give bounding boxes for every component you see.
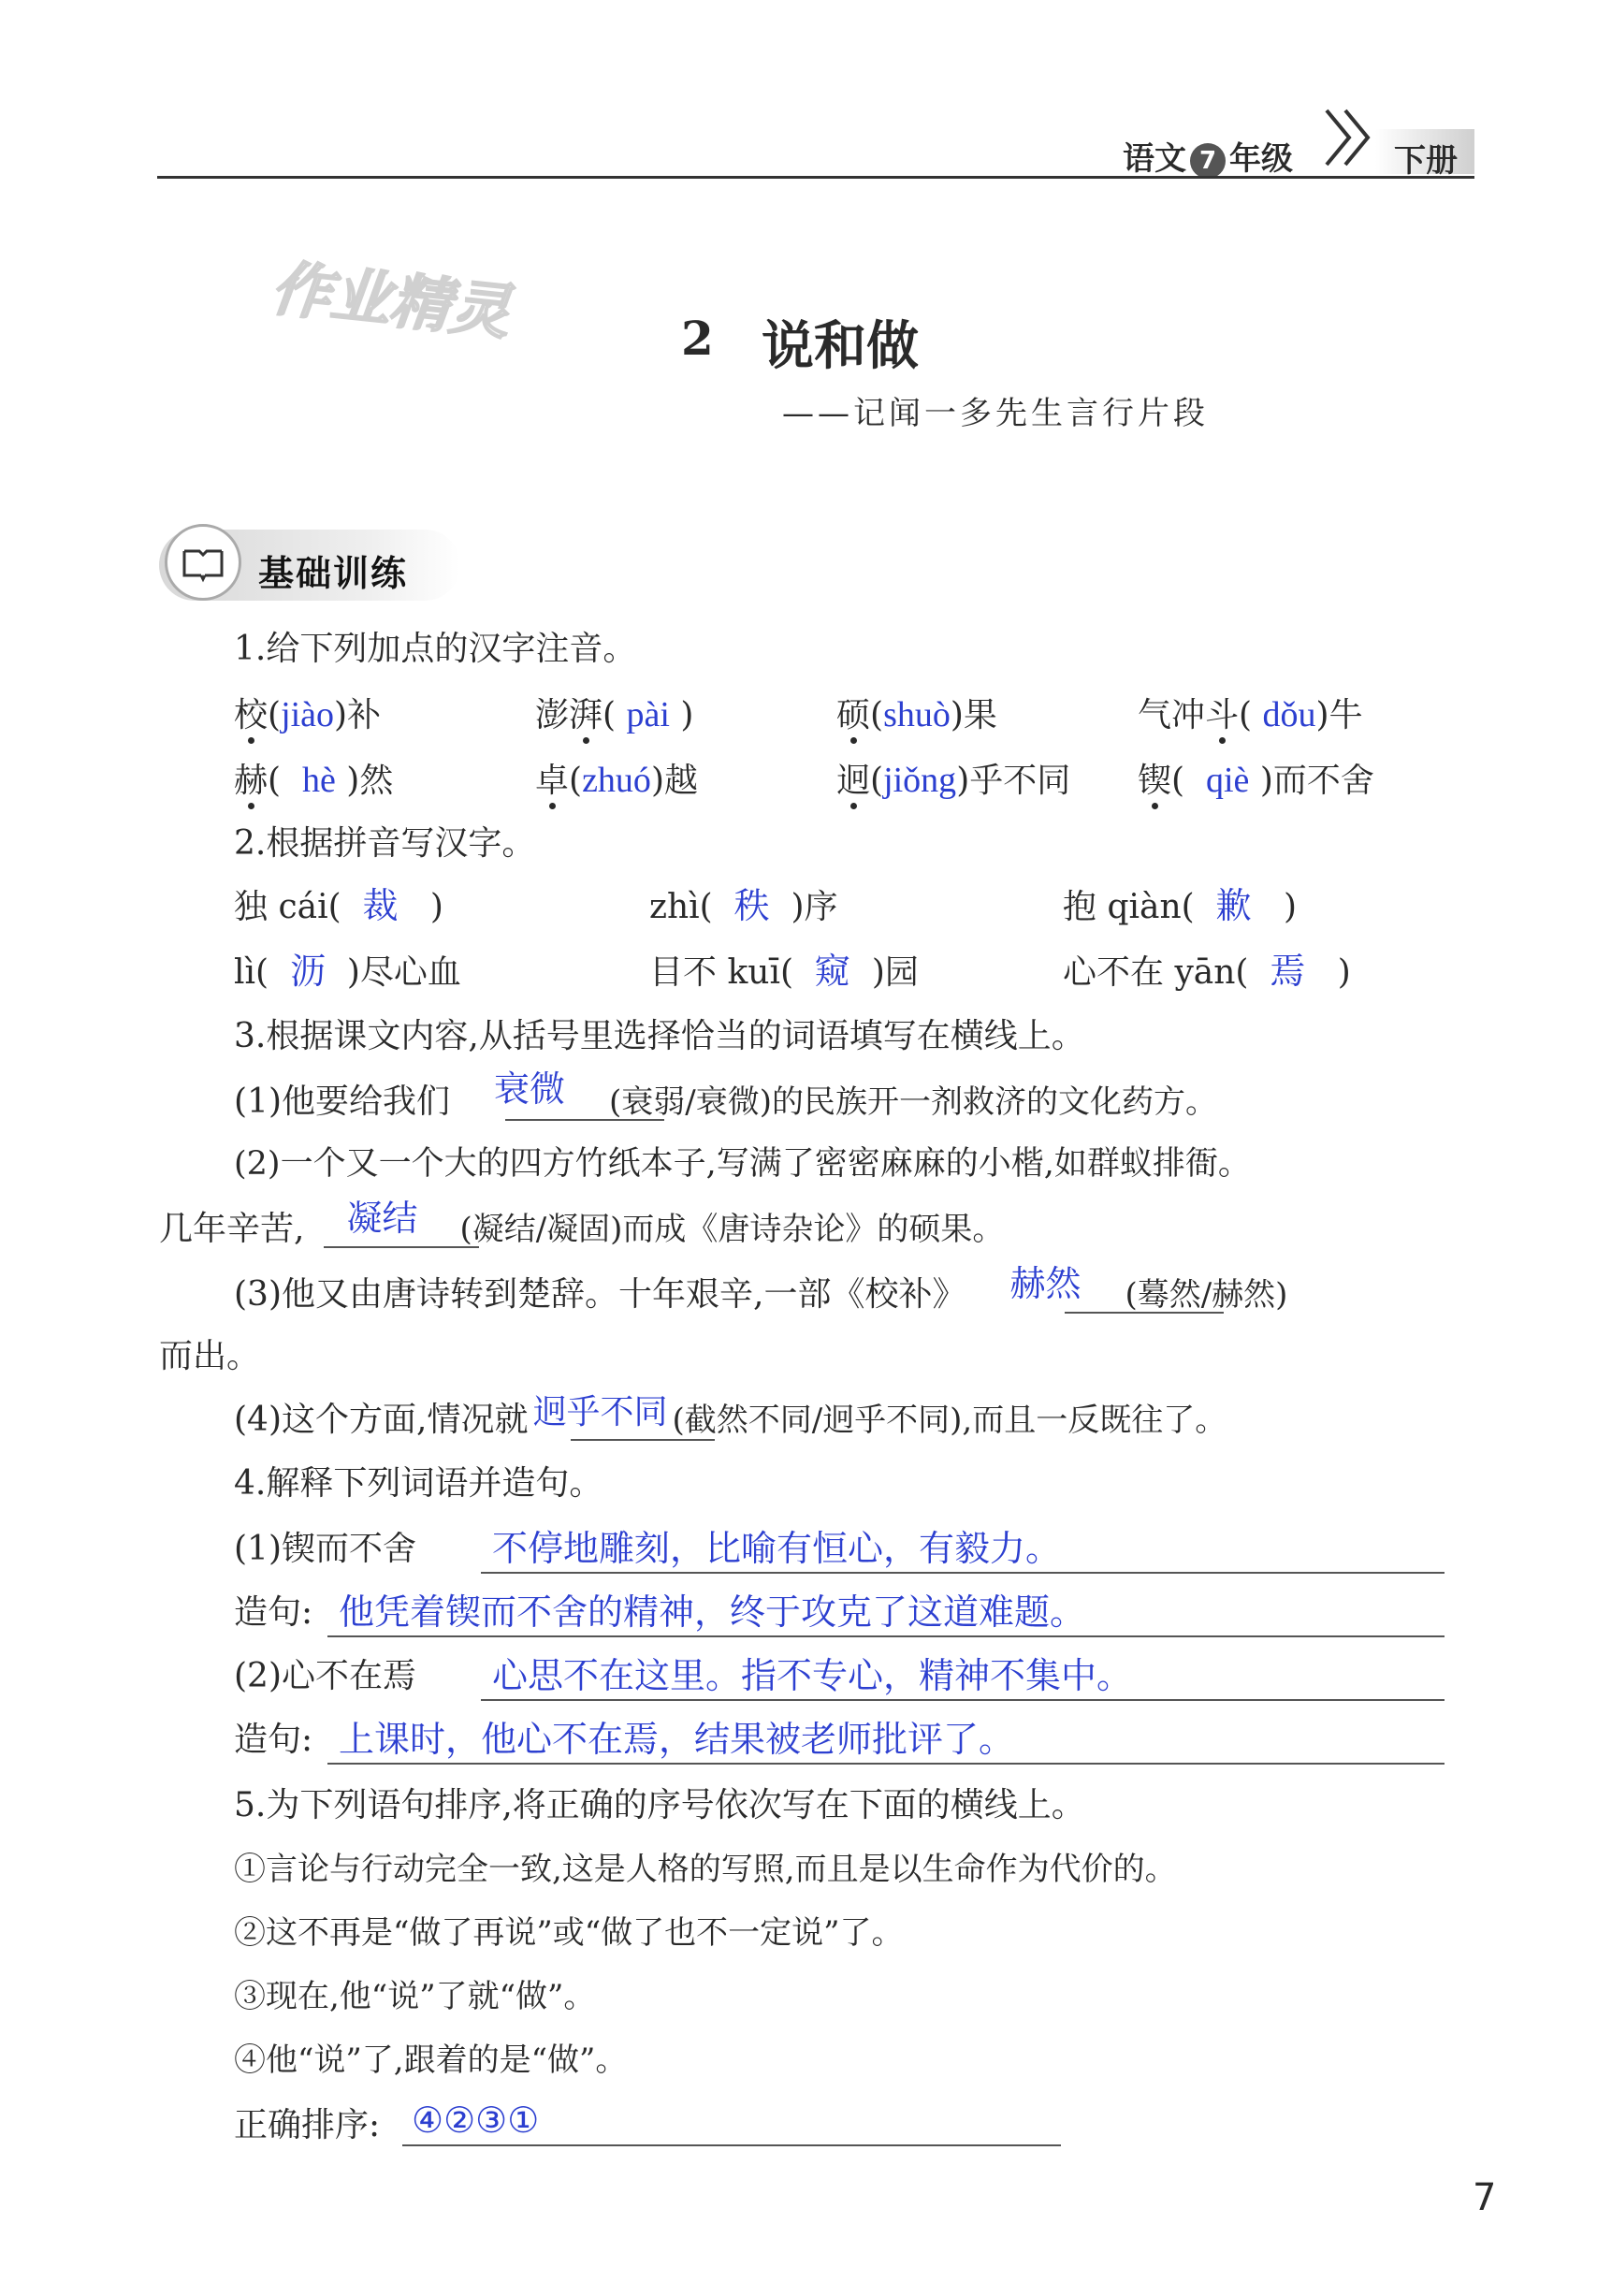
char-text: 气冲: [1138, 696, 1206, 734]
q4-sentence-1-label: 造句:: [234, 1593, 313, 1632]
lesson-subtitle: ——记闻一多先生言行片段: [782, 395, 1209, 432]
pinyin-prompt: 目不 kuī(: [649, 953, 794, 992]
char-answer: 焉: [1270, 951, 1306, 992]
q5-item-3: ③现在,他“说”了就“做”。: [234, 1978, 596, 2015]
dotted-char: 湃: [569, 696, 603, 734]
q2-item: [234, 885, 443, 928]
answer-underline: [505, 1119, 664, 1121]
q1-prompt: 1.给下列加点的汉字注音。: [234, 630, 637, 668]
page-number: 7: [1473, 2176, 1497, 2219]
q3-sentence-1: [234, 1068, 1217, 1123]
q3-sentence-4: [234, 1393, 1227, 1441]
char-text: )尽心血: [346, 953, 461, 992]
dotted-char: 卓: [535, 762, 570, 800]
subject-label: 语文: [1123, 140, 1186, 178]
fill-answer: 凝结: [346, 1198, 418, 1239]
answer-underline: [481, 1572, 1445, 1574]
q1-item: 气冲斗( dǒu)牛: [1138, 695, 1363, 734]
q3-sentence-3b: 而出。: [159, 1337, 261, 1375]
q4-word-2-label: (2)心不在焉: [234, 1657, 416, 1695]
pinyin-answer: zhuó: [582, 761, 651, 800]
char-answer: 沥: [289, 951, 326, 992]
answer-underline: [327, 1635, 1445, 1637]
dotted-char: 锲: [1138, 762, 1172, 800]
pinyin-prompt: zhì(: [649, 888, 713, 926]
char-answer: 窥: [814, 951, 850, 992]
char-text: 牛: [1328, 696, 1363, 734]
q5-item-2: ②这不再是“做了再说”或“做了也不一定说”了。: [234, 1914, 904, 1952]
q1-item: 校(jiào)补: [234, 695, 382, 734]
q4-sentence-2-answer: 上课时，他心不在焉，结果被老师批评了。: [339, 1719, 1015, 1760]
q1-item: 硕(shuò)果: [836, 695, 997, 734]
pinyin-prompt: 抱 qiàn(: [1063, 888, 1195, 926]
pinyin-prompt: 心不在 yān(: [1063, 953, 1249, 992]
answer-underline: [1065, 1312, 1224, 1314]
char-text: )序: [791, 888, 838, 926]
q4-sentence-1-answer: 他凭着锲而不舍的精神，终于攻克了这道难题。: [339, 1591, 1086, 1633]
pinyin-prompt: 独 cái(: [234, 888, 341, 926]
q3-sentence-2b: [159, 1198, 1005, 1250]
char-text: 越: [663, 762, 698, 800]
q1-item: 锲( qiè )而不舍: [1138, 761, 1374, 800]
char-text: 然: [359, 762, 394, 800]
fill-answer: 赫然: [1009, 1263, 1082, 1304]
pinyin-answer: jiào: [281, 695, 335, 734]
q1-item: 澎湃( pài ): [535, 695, 694, 734]
sentence-text: (蓦然/赫然): [1125, 1276, 1288, 1314]
q4-word-1-label: (1)锲而不舍: [234, 1530, 416, 1568]
sentence-text: (衰弱/衰微)的民族开一剂救济的文化药方。: [609, 1083, 1217, 1121]
grade-label: 年级: [1229, 140, 1293, 178]
char-text: ): [1337, 953, 1351, 992]
book-icon: [165, 524, 241, 601]
pinyin-answer: dǒu: [1262, 695, 1316, 734]
sentence-text: (凝结/凝固)而成《唐诗杂论》的硕果。: [459, 1211, 1005, 1248]
q4-word-2-answer: 心思不在这里。指不专心，精神不集中。: [492, 1655, 1133, 1696]
header-volume: 下册: [1394, 142, 1458, 180]
char-text: ): [1283, 888, 1297, 926]
chevron-double-icon: [1321, 105, 1377, 174]
q4-word-1-answer: 不停地雕刻，比喻有恒心，有毅力。: [492, 1528, 1062, 1569]
dotted-char: 硕: [836, 696, 871, 734]
section-title: 基础训练: [258, 553, 409, 594]
char-text: 果: [963, 696, 997, 734]
q4-sentence-2-label: 造句:: [234, 1721, 313, 1759]
char-answer: 秩: [733, 885, 770, 926]
char-text: 澎: [535, 696, 570, 734]
answer-underline: [571, 1439, 715, 1441]
q2-item: [234, 951, 461, 994]
q2-item: [1063, 885, 1297, 928]
char-text: 乎不同: [969, 762, 1071, 800]
header-rule: [157, 176, 1474, 179]
q2-item: [649, 885, 838, 928]
lesson-title: 说和做: [762, 316, 919, 377]
sentence-text: (4)这个方面,情况就: [234, 1401, 529, 1439]
q3-sentence-2a: (2)一个又一个大的四方竹纸本子,写满了密密麻麻的小楷,如群蚁排衙。: [234, 1145, 1251, 1183]
dotted-char: 赫: [234, 762, 269, 800]
q2-item: [649, 951, 919, 994]
fill-answer: 衰微: [493, 1068, 565, 1110]
q2-prompt: 2.根据拼音写汉字。: [234, 824, 536, 863]
char-text: ): [429, 888, 443, 926]
answer-underline: [402, 2144, 1061, 2146]
pinyin-answer: jiǒng: [883, 761, 957, 800]
q1-item: 赫( hè )然: [234, 761, 394, 800]
q5-answer: ④②③①: [412, 2100, 540, 2141]
dotted-char: 迥: [836, 762, 871, 800]
q5-item-1: ①言论与行动完全一致,这是人格的写照,而且是以生命作为代价的。: [234, 1851, 1177, 1888]
lesson-number: 2: [681, 311, 714, 366]
q4-prompt: 4.解释下列词语并造句。: [234, 1464, 603, 1503]
sentence-text: (1)他要给我们: [234, 1083, 450, 1121]
char-text: 补: [347, 696, 382, 734]
fill-answer: 迥乎不同: [532, 1393, 668, 1431]
q2-item: [1063, 951, 1351, 994]
dotted-char: 校: [234, 696, 269, 734]
pinyin-answer: qiè: [1205, 761, 1250, 800]
q3-prompt: 3.根据课文内容,从括号里选择恰当的词语填写在横线上。: [234, 1017, 1085, 1055]
answer-underline: [327, 1763, 1445, 1765]
char-text: 而不舍: [1272, 762, 1374, 800]
pinyin-answer: hè: [301, 761, 336, 800]
grade-badge: 7: [1190, 143, 1226, 179]
q3-sentence-3: [234, 1263, 1288, 1315]
q5-prompt: 5.为下列语句排序,将正确的序号依次写在下面的横线上。: [234, 1786, 1085, 1824]
answer-underline: [324, 1246, 479, 1248]
header-subject: [1123, 133, 1293, 179]
pinyin-prompt: lì(: [234, 953, 269, 992]
answer-underline: [481, 1699, 1445, 1701]
dotted-char: 斗: [1205, 696, 1240, 734]
char-text: )园: [871, 953, 919, 992]
q5-answer-label: 正确排序:: [234, 2106, 381, 2144]
sentence-text: 几年辛苦,: [159, 1210, 305, 1248]
sentence-text: (3)他又由唐诗转到楚辞。十年艰辛,一部《校补》: [234, 1275, 966, 1314]
q1-item: 卓(zhuó)越: [535, 761, 698, 800]
pinyin-answer: pài: [626, 695, 670, 734]
sentence-text: (截然不同/迥乎不同),而且一反既往了。: [672, 1402, 1227, 1439]
q5-item-4: ④他“说”了,跟着的是“做”。: [234, 2042, 628, 2079]
char-answer: 裁: [362, 885, 399, 926]
q1-item: 迥(jiǒng)乎不同: [836, 761, 1071, 800]
pinyin-answer: shuò: [883, 695, 951, 734]
char-answer: 歉: [1215, 885, 1252, 926]
watermark-logo: 作业精灵: [268, 254, 514, 349]
